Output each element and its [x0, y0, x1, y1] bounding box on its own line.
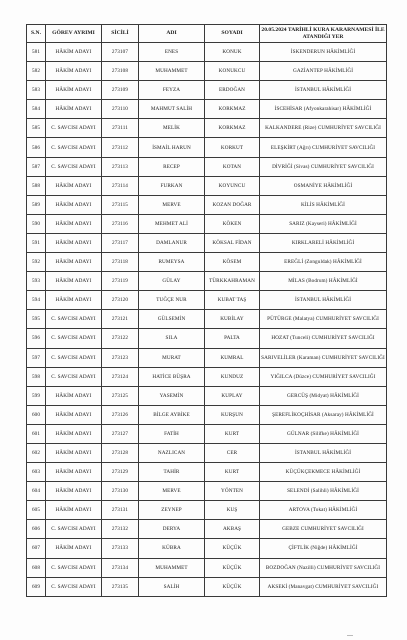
cell-sicil: 273117: [102, 233, 139, 252]
cell-gorev: HÂKİM ADAYI: [46, 501, 102, 520]
cell-yer: HOZAT (Tunceli) CUMHURİYET SAVCILIĞI: [260, 329, 387, 348]
cell-adi: İSMAİL HARUN: [139, 138, 205, 157]
cell-gorev: HÂKİM ADAYI: [46, 195, 102, 214]
cell-soyadi: KÜÇÜK: [205, 539, 260, 558]
cell-sicil: 273131: [102, 501, 139, 520]
cell-sn: 606: [27, 520, 46, 539]
table-row: [27, 272, 387, 291]
cell-yer: İSTANBUL HÂKİMLİĞİ: [260, 443, 387, 462]
table-row: [27, 119, 387, 138]
cell-gorev: HÂKİM ADAYI: [46, 291, 102, 310]
cell-adi: SILA: [139, 329, 205, 348]
cell-soyadi: KONUKCU: [205, 62, 260, 81]
cell-adi: GÜLAY: [139, 272, 205, 291]
cell-sn: 598: [27, 367, 46, 386]
cell-yer: ÇİFTLİK (Niğde) HÂKİMLİĞİ: [260, 539, 387, 558]
cell-sn: 592: [27, 253, 46, 272]
cell-yer: GÜLNAR (Silifke) HÂKİMLİĞİ: [260, 424, 387, 443]
cell-soyadi: TÜRKKAHRAMAN: [205, 272, 260, 291]
cell-sicil: 273125: [102, 386, 139, 405]
table-header-row: [27, 25, 387, 43]
cell-sicil: 273110: [102, 100, 139, 119]
cell-sicil: 273119: [102, 272, 139, 291]
cell-sicil: 273118: [102, 253, 139, 272]
cell-soyadi: ERDOĞAN: [205, 81, 260, 100]
table-row: [27, 329, 387, 348]
cell-adi: KÜBRA: [139, 539, 205, 558]
cell-sicil: 273126: [102, 405, 139, 424]
cell-sicil: 273130: [102, 482, 139, 501]
cell-gorev: C. SAVCISI ADAYI: [46, 329, 102, 348]
cell-soyadi: KORKMAZ: [205, 119, 260, 138]
cell-sicil: 273114: [102, 176, 139, 195]
cell-yer: SELENDİ (Salihli) HÂKİMLİĞİ: [260, 482, 387, 501]
cell-sicil: 273127: [102, 424, 139, 443]
cell-adi: FURKAN: [139, 176, 205, 195]
table-row: [27, 520, 387, 539]
table-row: [27, 253, 387, 272]
cell-sn: 608: [27, 558, 46, 577]
cell-sn: 581: [27, 43, 46, 62]
page-mark: [347, 635, 353, 636]
table-row: [27, 62, 387, 81]
cell-adi: RUMEYSA: [139, 253, 205, 272]
cell-gorev: HÂKİM ADAYI: [46, 81, 102, 100]
cell-soyadi: KUPLAY: [205, 386, 260, 405]
cell-adi: ENES: [139, 43, 205, 62]
table-row: [27, 348, 387, 367]
cell-sicil: 273121: [102, 310, 139, 329]
cell-sn: 596: [27, 329, 46, 348]
cell-sicil: 273132: [102, 520, 139, 539]
cell-soyadi: YÖNTEN: [205, 482, 260, 501]
table-row: [27, 214, 387, 233]
cell-gorev: C. SAVCISI ADAYI: [46, 558, 102, 577]
cell-gorev: HÂKİM ADAYI: [46, 539, 102, 558]
cell-sn: 594: [27, 291, 46, 310]
table-row: [27, 310, 387, 329]
cell-sicil: 273116: [102, 214, 139, 233]
cell-yer: ARTOVA (Tokat) HÂKİMLİĞİ: [260, 501, 387, 520]
cell-sicil: 273109: [102, 81, 139, 100]
cell-gorev: HÂKİM ADAYI: [46, 62, 102, 81]
cell-adi: ZEYNEP: [139, 501, 205, 520]
cell-soyadi: KOTAN: [205, 157, 260, 176]
cell-soyadi: KORKMAZ: [205, 100, 260, 119]
cell-gorev: HÂKİM ADAYI: [46, 463, 102, 482]
cell-adi: TUĞÇE NUR: [139, 291, 205, 310]
cell-sn: 597: [27, 348, 46, 367]
table-row: [27, 405, 387, 424]
cell-soyadi: KUŞ: [205, 501, 260, 520]
table-row: [27, 463, 387, 482]
cell-soyadi: PALTA: [205, 329, 260, 348]
cell-sicil: 273113: [102, 157, 139, 176]
assignment-table: [26, 24, 387, 597]
cell-soyadi: KÜÇÜK: [205, 558, 260, 577]
cell-soyadi: KURT: [205, 424, 260, 443]
cell-yer: MİLAS (Bodrum) HÂKİMLİĞİ: [260, 272, 387, 291]
cell-gorev: HÂKİM ADAYI: [46, 386, 102, 405]
cell-adi: MUHAMMET: [139, 62, 205, 81]
cell-sn: 586: [27, 138, 46, 157]
cell-yer: KÜÇÜKÇEKMECE HÂKİMLİĞİ: [260, 463, 387, 482]
cell-yer: BOZDOĞAN (Nazilli) CUMHURİYET SAVCILIĞI: [260, 558, 387, 577]
table-row: [27, 43, 387, 62]
cell-gorev: HÂKİM ADAYI: [46, 43, 102, 62]
cell-yer: PÜTÜRGE (Malatya) CUMHURİYET SAVCILIĞI: [260, 310, 387, 329]
cell-sicil: 273128: [102, 443, 139, 462]
cell-adi: RECEP: [139, 157, 205, 176]
table-row: [27, 558, 387, 577]
cell-soyadi: KURŞUN: [205, 405, 260, 424]
cell-yer: EREĞLİ (Zonguldak) HÂKİMLİĞİ: [260, 253, 387, 272]
cell-gorev: C. SAVCISI ADAYI: [46, 310, 102, 329]
cell-yer: ŞEREFLİKOÇHİSAR (Aksaray) HÂKİMLİĞİ: [260, 405, 387, 424]
cell-yer: KIRKLARELİ HÂKİMLİĞİ: [260, 233, 387, 252]
cell-gorev: C. SAVCISI ADAYI: [46, 520, 102, 539]
cell-sicil: 273123: [102, 348, 139, 367]
table-row: [27, 482, 387, 501]
cell-soyadi: KORKUT: [205, 138, 260, 157]
header-adi: ADI: [139, 25, 205, 43]
cell-soyadi: KOYUNCU: [205, 176, 260, 195]
table-row: [27, 577, 387, 596]
cell-gorev: C. SAVCISI ADAYI: [46, 348, 102, 367]
cell-sn: 584: [27, 100, 46, 119]
cell-soyadi: KÜÇÜK: [205, 577, 260, 596]
header-yer-line1: 20.05.2024 TARİHLİ KURA KARARNAMESİ İLE: [261, 27, 385, 33]
cell-gorev: C. SAVCISI ADAYI: [46, 119, 102, 138]
header-sicil: SİCİLİ: [102, 25, 139, 43]
cell-gorev: HÂKİM ADAYI: [46, 100, 102, 119]
cell-sn: 585: [27, 119, 46, 138]
cell-yer: İSKENDERUN HÂKİMLİĞİ: [260, 43, 387, 62]
header-soyadi: SOYADI: [205, 25, 260, 43]
cell-adi: SALİH: [139, 577, 205, 596]
cell-sicil: 273120: [102, 291, 139, 310]
cell-gorev: HÂKİM ADAYI: [46, 253, 102, 272]
cell-soyadi: KUBİLAY: [205, 310, 260, 329]
cell-adi: MUHAMMET: [139, 558, 205, 577]
cell-sn: 588: [27, 176, 46, 195]
cell-gorev: C. SAVCISI ADAYI: [46, 138, 102, 157]
cell-soyadi: KURT: [205, 463, 260, 482]
cell-soyadi: KONUK: [205, 43, 260, 62]
cell-yer: AKSEKİ (Manavgat) CUMHURİYET SAVCILIĞI: [260, 577, 387, 596]
cell-yer: İSTANBUL HÂKİMLİĞİ: [260, 291, 387, 310]
table-row: [27, 501, 387, 520]
cell-gorev: HÂKİM ADAYI: [46, 272, 102, 291]
cell-yer: SARIVELİLER (Karaman) CUMHURİYET SAVCILIĞI: [260, 348, 387, 367]
cell-sicil: 273112: [102, 138, 139, 157]
cell-adi: FATİH: [139, 424, 205, 443]
header-gorev: GÖREV AYRIMI: [46, 25, 102, 43]
cell-adi: NAZLICAN: [139, 443, 205, 462]
cell-sicil: 273124: [102, 367, 139, 386]
cell-soyadi: KOZAN DOĞAR: [205, 195, 260, 214]
cell-sicil: 273122: [102, 329, 139, 348]
table-row: [27, 443, 387, 462]
cell-sn: 605: [27, 501, 46, 520]
cell-adi: GÜLSEMİN: [139, 310, 205, 329]
cell-sicil: 273108: [102, 62, 139, 81]
cell-yer: GEBZE CUMHURİYET SAVCILIĞI: [260, 520, 387, 539]
cell-adi: TAHİR: [139, 463, 205, 482]
cell-yer: İSCEHİSAR (Afyonkarahisar) HÂKİMLİĞİ: [260, 100, 387, 119]
table-row: [27, 138, 387, 157]
cell-gorev: HÂKİM ADAYI: [46, 176, 102, 195]
table-row: [27, 176, 387, 195]
cell-yer: SARIZ (Kayseri) HÂKİMLİĞİ: [260, 214, 387, 233]
cell-gorev: HÂKİM ADAYI: [46, 482, 102, 501]
cell-gorev: C. SAVCISI ADAYI: [46, 577, 102, 596]
cell-soyadi: KUMRAL: [205, 348, 260, 367]
cell-gorev: HÂKİM ADAYI: [46, 214, 102, 233]
cell-yer: YIĞILCA (Düzce) CUMHURİYET SAVCILIĞI: [260, 367, 387, 386]
cell-adi: FEYZA: [139, 81, 205, 100]
cell-yer: KİLİS HÂKİMLİĞİ: [260, 195, 387, 214]
cell-sn: 602: [27, 443, 46, 462]
cell-sn: 599: [27, 386, 46, 405]
table-row: [27, 100, 387, 119]
cell-sicil: 273135: [102, 577, 139, 596]
table-row: [27, 291, 387, 310]
cell-sn: 600: [27, 405, 46, 424]
cell-sn: 604: [27, 482, 46, 501]
cell-soyadi: KÖKSAL FİDAN: [205, 233, 260, 252]
cell-adi: MELİK: [139, 119, 205, 138]
cell-gorev: C. SAVCISI ADAYI: [46, 367, 102, 386]
cell-adi: YASEMİN: [139, 386, 205, 405]
cell-gorev: HÂKİM ADAYI: [46, 424, 102, 443]
cell-sn: 595: [27, 310, 46, 329]
cell-gorev: C. SAVCISI ADAYI: [46, 157, 102, 176]
cell-sn: 582: [27, 62, 46, 81]
cell-sicil: 273129: [102, 463, 139, 482]
cell-sn: 589: [27, 195, 46, 214]
cell-yer: DİVRİĞİ (Sivas) CUMHURİYET SAVCILIĞI: [260, 157, 387, 176]
cell-gorev: HÂKİM ADAYI: [46, 405, 102, 424]
cell-sn: 587: [27, 157, 46, 176]
cell-yer: OSMANİYE HÂKİMLİĞİ: [260, 176, 387, 195]
table-row: [27, 233, 387, 252]
cell-sn: 601: [27, 424, 46, 443]
cell-adi: BİLGE AYBİKE: [139, 405, 205, 424]
cell-sn: 593: [27, 272, 46, 291]
cell-sn: 607: [27, 539, 46, 558]
table-row: [27, 424, 387, 443]
cell-yer: ELEŞKİRT (Ağrı) CUMHURİYET SAVCILIĞI: [260, 138, 387, 157]
cell-yer: GAZİANTEP HÂKİMLİĞİ: [260, 62, 387, 81]
header-atandigi-yer: [260, 25, 387, 43]
cell-sicil: 273107: [102, 43, 139, 62]
cell-soyadi: KÖKEN: [205, 214, 260, 233]
cell-soyadi: KÖSEM: [205, 253, 260, 272]
cell-yer: KALKANDERE (Rize) CUMHURİYET SAVCILIĞI: [260, 119, 387, 138]
cell-adi: MEHMET ALİ: [139, 214, 205, 233]
cell-sn: 590: [27, 214, 46, 233]
cell-adi: MURAT: [139, 348, 205, 367]
table-row: [27, 539, 387, 558]
cell-adi: DERYA: [139, 520, 205, 539]
table-row: [27, 81, 387, 100]
cell-adi: HATİCE BÜŞRA: [139, 367, 205, 386]
cell-sn: 591: [27, 233, 46, 252]
cell-adi: MERVE: [139, 195, 205, 214]
table-row: [27, 386, 387, 405]
cell-adi: MERVE: [139, 482, 205, 501]
table-row: [27, 157, 387, 176]
cell-sicil: 273134: [102, 558, 139, 577]
cell-adi: DAMLANUR: [139, 233, 205, 252]
cell-soyadi: KUBAT TAŞ: [205, 291, 260, 310]
cell-adi: MAHMUT SALİH: [139, 100, 205, 119]
cell-sicil: 273133: [102, 539, 139, 558]
cell-sn: 603: [27, 463, 46, 482]
cell-sicil: 273115: [102, 195, 139, 214]
cell-soyadi: AKBAŞ: [205, 520, 260, 539]
cell-yer: GERCÜŞ (Midyat) HÂKİMLİĞİ: [260, 386, 387, 405]
cell-soyadi: CER: [205, 443, 260, 462]
cell-sicil: 273111: [102, 119, 139, 138]
cell-gorev: HÂKİM ADAYI: [46, 443, 102, 462]
header-sn: S.N.: [27, 25, 46, 43]
cell-sn: 609: [27, 577, 46, 596]
cell-soyadi: KUNDUZ: [205, 367, 260, 386]
cell-gorev: HÂKİM ADAYI: [46, 233, 102, 252]
table-row: [27, 195, 387, 214]
cell-yer: İSTANBUL HÂKİMLİĞİ: [260, 81, 387, 100]
cell-sn: 583: [27, 81, 46, 100]
header-yer-line2: ATANDIĞI YER: [302, 33, 344, 40]
table-row: [27, 367, 387, 386]
